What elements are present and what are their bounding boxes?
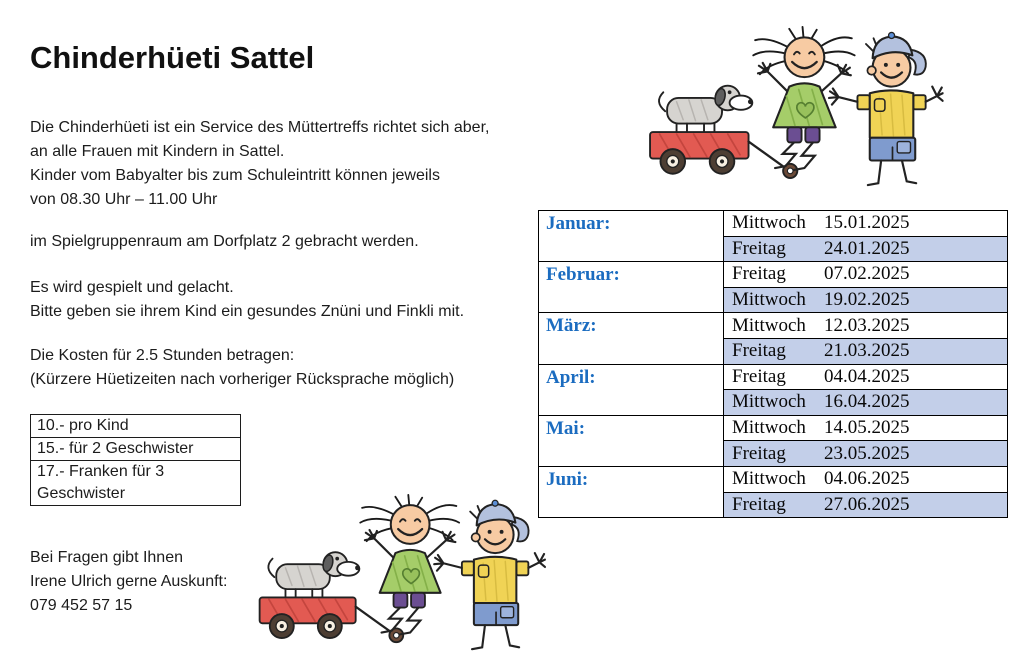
schedule-date-cell	[724, 287, 1008, 313]
contact-line: Bei Fragen gibt Ihnen	[30, 549, 183, 566]
date-value: 21.03.2025	[824, 340, 910, 362]
weekday: Freitag	[732, 263, 786, 285]
schedule-table	[538, 210, 1008, 518]
price-row: 10.- pro Kind	[31, 415, 240, 438]
weekday: Freitag	[732, 442, 786, 464]
date-value: 19.02.2025	[824, 289, 910, 311]
month-label: Juni:	[539, 466, 724, 517]
activity-line: Bitte geben sie ihrem Kind ein gesundes Znüni und Finkli mit.	[30, 303, 465, 320]
table-row	[539, 313, 1008, 339]
activity-line: Es wird gespielt und gelacht.	[30, 279, 234, 296]
location-line: im Spielgruppenraum am Dorfplatz 2 gebracht werden.	[30, 233, 419, 250]
date-value: 16.04.2025	[824, 391, 910, 413]
cost-paragraph	[30, 344, 454, 392]
activity-paragraph	[30, 276, 464, 324]
intro-line: Kinder vom Babyalter bis zum Schuleintritt können jeweils	[30, 167, 440, 184]
schedule-date-cell	[724, 441, 1008, 467]
schedule-date-cell	[724, 313, 1008, 339]
price-table	[30, 414, 241, 506]
month-label: März:	[539, 313, 724, 364]
schedule-date-cell	[724, 211, 1008, 237]
children-wagon-clipart-top	[644, 26, 944, 187]
date-value: 24.01.2025	[824, 237, 910, 259]
table-row	[539, 415, 1008, 441]
weekday: Freitag	[732, 340, 786, 362]
price-row: 15.- für 2 Geschwister	[31, 438, 240, 461]
contact-line: Irene Ulrich gerne Auskunft:	[30, 573, 228, 590]
contact-block	[30, 546, 227, 618]
weekday: Mittwoch	[732, 468, 806, 490]
page-title: Chinderhüeti Sattel	[30, 40, 315, 75]
weekday: Freitag	[732, 493, 786, 515]
table-row	[539, 262, 1008, 288]
schedule-date-cell	[724, 390, 1008, 416]
schedule-date-cell	[724, 492, 1008, 518]
table-row	[539, 466, 1008, 492]
date-value: 23.05.2025	[824, 442, 910, 464]
price-row: 17.- Franken für 3 Geschwister	[37, 463, 165, 502]
schedule-date-cell	[724, 364, 1008, 390]
schedule-date-cell	[724, 466, 1008, 492]
cost-line: (Kürzere Hüetizeiten nach vorheriger Rücksprache möglich)	[30, 371, 455, 388]
month-label: April:	[539, 364, 724, 415]
table-row	[539, 364, 1008, 390]
weekday: Freitag	[732, 237, 786, 259]
date-value: 14.05.2025	[824, 417, 910, 439]
schedule-date-cell	[724, 262, 1008, 288]
month-label: Mai:	[539, 415, 724, 466]
table-row	[539, 211, 1008, 237]
month-label: Februar:	[539, 262, 724, 313]
weekday: Freitag	[732, 365, 786, 387]
contact-line: 079 452 57 15	[30, 597, 133, 614]
weekday: Mittwoch	[732, 314, 806, 336]
schedule-date-cell	[724, 338, 1008, 364]
weekday: Mittwoch	[732, 289, 806, 311]
weekday: Mittwoch	[732, 212, 806, 234]
schedule-date-cell	[724, 415, 1008, 441]
month-label: Januar:	[539, 211, 724, 262]
date-value: 04.06.2025	[824, 468, 910, 490]
date-value: 27.06.2025	[824, 493, 910, 515]
date-value: 12.03.2025	[824, 314, 910, 336]
intro-paragraph	[30, 116, 489, 212]
date-value: 04.04.2025	[824, 365, 910, 387]
weekday: Mittwoch	[732, 417, 806, 439]
date-value: 15.01.2025	[824, 212, 910, 234]
schedule-date-cell	[724, 236, 1008, 262]
weekday: Mittwoch	[732, 391, 806, 413]
cost-line: Die Kosten für 2.5 Stunden betragen:	[30, 347, 295, 364]
location-paragraph	[30, 230, 419, 254]
intro-line: von 08.30 Uhr – 11.00 Uhr	[30, 191, 218, 208]
intro-line: an alle Frauen mit Kindern in Sattel.	[30, 143, 285, 160]
intro-line: Die Chinderhüeti ist ein Service des Müttertreffs richtet sich aber,	[30, 119, 490, 136]
date-value: 07.02.2025	[824, 263, 910, 285]
children-wagon-clipart-bottom	[254, 494, 546, 651]
